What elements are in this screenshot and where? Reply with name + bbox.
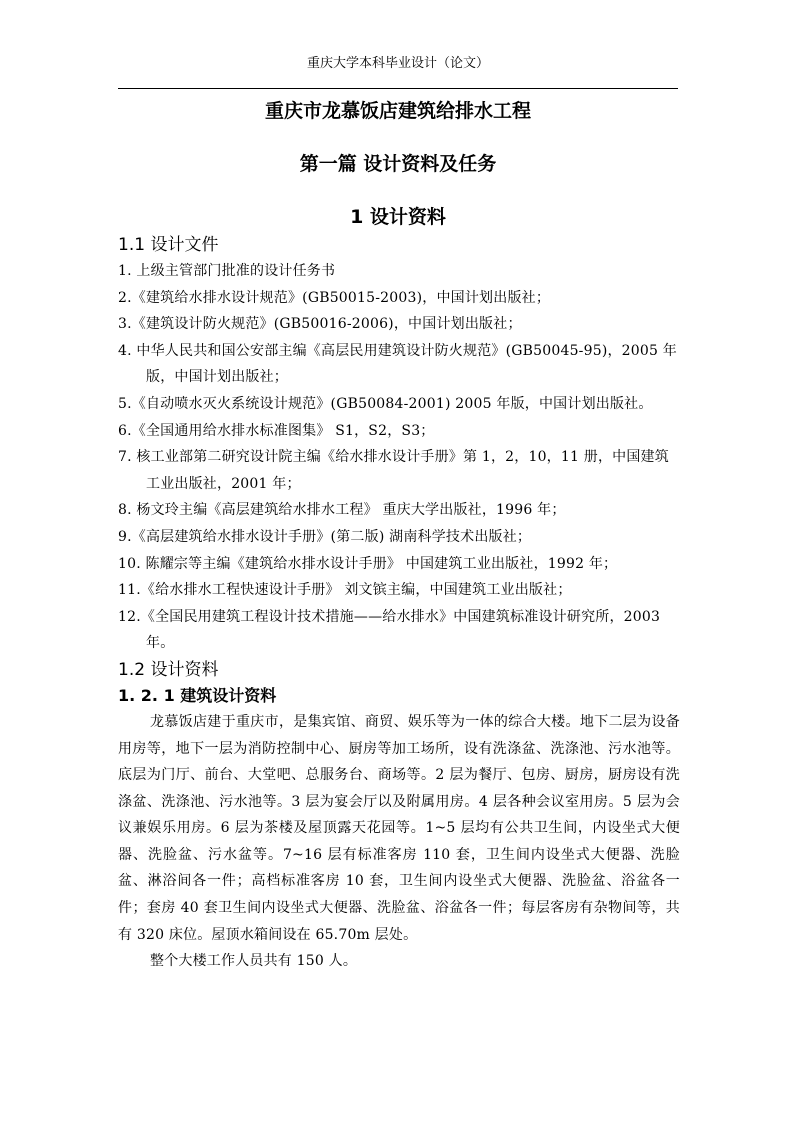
body-paragraph: 龙慕饭店建于重庆市，是集宾馆、商贸、娱乐等为一体的综合大楼。地下二层为设备用房等，地下一层为消防控制中心、厨房等加工场所，设有洗涤盆、洗涤池、污水池等。底层为门厅、前台、大堂吧、总服务台、商场等。2 层为餐厅、包房、厨房，厨房设有洗涤盆、洗涤池、污水池等。3 层为宴会厅以及附属用房。4 层各种会议室用房。5 层为会议兼娱乐用房。6 层为茶楼及屋顶露天花园等。1~5 层均有公共卫生间，内设坐式大便器、洗脸盆、污水盆等。7~16 层有标准客房 110 套，卫生间内设坐式大便器、洗脸盆、淋浴间各一件；高档标准客房 10 套，卫生间内设坐式大便器、洗脸盆、浴盆各一件；套房 40 套卫生间内设坐式大便器、洗脸盆、浴盆各一件；每层客房有杂物间等，共有 320 床位。屋顶水箱间设在 65.70m 层处。 — [118, 713, 680, 943]
list-item: 9.《高层建筑给水排水设计手册》(第二版) 湖南科学技术出版社； — [118, 528, 532, 545]
page-content — [118, 232, 680, 975]
list-item: 12.《全国民用建筑工程设计技术措施——给水排水》中国建筑标准设计研究所，2003 年。 — [118, 608, 661, 652]
list-item: 8. 杨文玲主编《高层建筑给水排水工程》 重庆大学出版社，1996 年； — [118, 502, 566, 519]
list-item: 4. 中华人民共和国公安部主编《高层民用建筑设计防火规范》(GB50045-95)，2005 年版，中国计划出版社； — [118, 342, 677, 386]
reference-list — [118, 258, 680, 657]
body-paragraph: 整个大楼工作人员共有 150 人。 — [150, 953, 358, 970]
list-item: 10. 陈耀宗等主编《建筑给水排水设计手册》 中国建筑工业出版社，1992 年； — [118, 555, 618, 572]
section-heading-1-2: 1.2 设计资料 — [118, 659, 219, 680]
list-item: 5.《自动喷水灭火系统设计规范》(GB50084-2001) 2005 年版，中国计划出版社。 — [118, 395, 653, 412]
section-heading-1-1: 1.1 设计文件 — [118, 235, 219, 255]
list-item: 1. 上级主管部门批准的设计任务书 — [118, 263, 336, 279]
list-item: 11.《给水排水工程快速设计手册》 刘文镔主编，中国建筑工业出版社； — [118, 582, 572, 599]
list-item: 3.《建筑设计防火规范》(GB50016-2006)，中国计划出版社； — [118, 316, 522, 333]
header-rule — [118, 88, 678, 89]
list-item: 2.《建筑给水排水设计规范》(GB50015-2003)，中国计划出版社； — [118, 289, 551, 306]
subsection-heading-1-2-1: 1. 2. 1 建筑设计资料 — [118, 685, 277, 705]
chapter-title: 1 设计资料 — [350, 206, 446, 228]
list-item: 6.《全国通用给水排水标准图集》 S1，S2，S3； — [118, 422, 435, 439]
list-item: 7. 核工业部第二研究设计院主编《给水排水设计手册》第 1，2，10，11 册，中国建筑工业出版社，2001 年； — [118, 449, 669, 492]
part-title: 第一篇 设计资料及任务 — [299, 153, 497, 175]
running-header: 重庆大学本科毕业设计（论文） — [306, 56, 489, 71]
document-title: 重庆市龙慕饭店建筑给排水工程 — [264, 100, 531, 122]
